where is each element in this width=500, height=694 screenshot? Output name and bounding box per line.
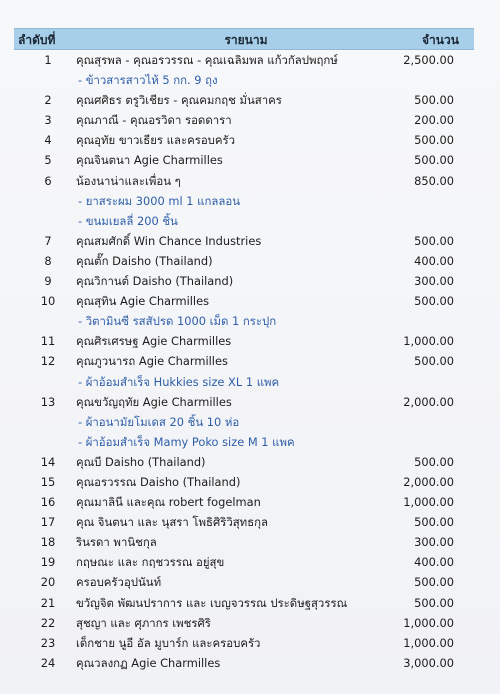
- donation-amount: 500.00: [414, 575, 454, 590]
- donor-name: คุณบี Daisho (Thailand): [76, 454, 206, 469]
- donor-name: คุณศิรเศรษฐ Agie Charmilles: [76, 334, 232, 349]
- row-number: 10: [40, 294, 56, 309]
- donation-item-row: [0, 211, 500, 231]
- table-row: [0, 231, 500, 251]
- row-number: 24: [40, 655, 56, 670]
- row-number: 7: [44, 233, 52, 248]
- donor-name: คุณสุรพล - คุณอรวรรณ - คุณเฉลิมพล แก้วกัลปพฤกษ์: [76, 53, 338, 67]
- donor-name: คุณวลงกฏ Agie Charmilles: [76, 655, 221, 670]
- row-number: 18: [40, 535, 56, 550]
- column-header-name: รายนาม: [224, 33, 268, 47]
- row-number: 19: [40, 555, 56, 570]
- table-row: [0, 150, 500, 170]
- donation-amount: 400.00: [414, 253, 454, 268]
- donation-amount: 400.00: [414, 555, 454, 570]
- table-row: [0, 593, 500, 613]
- table-header: [14, 28, 474, 50]
- donation-amount: 1,000.00: [403, 495, 454, 510]
- donor-name: คุณวิกานต์ Daisho (Thailand): [76, 274, 234, 289]
- table-row: [0, 613, 500, 633]
- donor-name: คุณอุทัย ขาวเธียร และครอบครัว: [76, 133, 236, 148]
- donation-amount: 2,000.00: [403, 474, 454, 489]
- donation-amount: 200.00: [414, 113, 454, 128]
- donor-name: คุณ จินตนา และ นุสรา โพธิศิริวิสุทธกุล: [76, 515, 269, 530]
- donation-amount: 500.00: [414, 595, 454, 610]
- donor-name: คุณสุทิน Agie Charmilles: [76, 294, 210, 309]
- donation-amount: 3,000.00: [403, 655, 454, 670]
- row-number: 5: [44, 153, 52, 168]
- table-row: [0, 251, 500, 271]
- table-row: [0, 50, 500, 70]
- donation-amount: 300.00: [414, 274, 454, 289]
- table-row: [0, 351, 500, 371]
- donor-name: คุณสมศักดิ์ Win Chance Industries: [76, 233, 262, 248]
- donor-name: รินรดา พานิชกุล: [76, 535, 157, 550]
- donation-amount: 500.00: [414, 354, 454, 369]
- donation-item-row: [0, 412, 500, 432]
- donation-amount: 850.00: [414, 173, 454, 188]
- table-row: [0, 532, 500, 552]
- donor-name: คุณอรวรรณ Daisho (Thailand): [76, 474, 241, 489]
- donor-name: คุณศศิธร ตรูวิเชียร - คุณคมกฤช มั่นสาคร: [76, 93, 282, 108]
- row-number: 12: [40, 354, 56, 369]
- donor-name: คุณตั๊ก Daisho (Thailand): [76, 253, 213, 268]
- donor-name: ขวัญจิต พัฒนปราการ และ เบญจวรรณ ประดิษฐสุวรรณ: [76, 595, 348, 610]
- row-number: 22: [40, 615, 56, 630]
- donated-item-text: - วิตามินซี รสสัปรด 1000 เม็ด 1 กระปุก: [78, 314, 277, 329]
- donor-name: คุณภาณี - คุณอรวิดา รอดดารา: [76, 113, 232, 128]
- donated-item-text: - ผ้าอนามัยโมเดส 20 ชิ้น 10 ห่อ: [78, 414, 240, 429]
- donor-table-body: [0, 50, 500, 673]
- row-number: 4: [44, 133, 52, 148]
- table-row: [0, 552, 500, 572]
- row-number: 16: [40, 495, 56, 510]
- donated-item-text: - ผ้าอ้อมสำเร็จ Hukkies size XL 1 แพค: [78, 374, 280, 389]
- column-header-number: ลำดับที่: [18, 33, 56, 47]
- row-number: 21: [40, 595, 56, 610]
- donated-item-text: - ยาสระผม 3000 ml 1 แกลลอน: [78, 193, 240, 208]
- row-number: 13: [40, 394, 56, 409]
- table-row: [0, 392, 500, 412]
- donor-name: คุณขวัญฤทัย Agie Charmilles: [76, 394, 232, 409]
- row-number: 1: [44, 53, 52, 67]
- row-number: 14: [40, 454, 56, 469]
- table-row: [0, 130, 500, 150]
- donation-item-row: [0, 311, 500, 331]
- row-number: 15: [40, 474, 56, 489]
- donated-item-text: - ผ้าอ้อมสำเร็จ Mamy Poko size M 1 แพค: [78, 434, 295, 449]
- row-number: 2: [44, 93, 52, 108]
- donation-amount: 500.00: [414, 93, 454, 108]
- donation-item-row: [0, 432, 500, 452]
- table-row: [0, 452, 500, 472]
- table-row: [0, 291, 500, 311]
- donor-name: น้องนาน่าและเพื่อน ๆ: [76, 173, 181, 188]
- table-row: [0, 90, 500, 110]
- table-row: [0, 572, 500, 592]
- table-row: [0, 633, 500, 653]
- row-number: 17: [40, 515, 56, 530]
- donation-amount: 1,000.00: [403, 615, 454, 630]
- donation-item-row: [0, 372, 500, 392]
- row-number: 9: [44, 274, 52, 289]
- row-number: 3: [44, 113, 52, 128]
- row-number: 11: [40, 334, 56, 349]
- donation-amount: 500.00: [414, 515, 454, 530]
- donation-amount: 500.00: [414, 454, 454, 469]
- row-number: 6: [44, 173, 52, 188]
- table-row: [0, 472, 500, 492]
- donation-amount: 500.00: [414, 133, 454, 148]
- donation-item-row: [0, 70, 500, 90]
- table-row: [0, 331, 500, 351]
- donated-item-text: - ขนมเยลลี่ 200 ชิ้น: [78, 213, 178, 228]
- row-number: 20: [40, 575, 56, 590]
- donor-name: เด็กชาย นูอี อัล มูบาร์ก และครอบครัว: [76, 635, 261, 650]
- table-row: [0, 110, 500, 130]
- column-header-amount: จำนวน: [422, 33, 459, 47]
- table-row: [0, 512, 500, 532]
- donor-name: คุณภูวนารถ Agie Charmilles: [76, 354, 228, 369]
- donated-item-text: - ข้าวสารสาวไห้ 5 กก. 9 ถุง: [78, 73, 218, 88]
- table-row: [0, 171, 500, 191]
- donor-name: คุณจินตนา Agie Charmilles: [76, 153, 223, 168]
- table-row: [0, 653, 500, 673]
- donation-amount: 300.00: [414, 535, 454, 550]
- donor-name: คุณมาลินี และคุณ robert fogelman: [76, 495, 261, 510]
- donor-name: กฤษณะ และ กฤชวรรณ อยู่สุข: [76, 555, 225, 570]
- donor-name: สุชญา และ ศุภากร เพชรศิริ: [76, 615, 211, 630]
- donation-amount: 500.00: [414, 294, 454, 309]
- donation-item-row: [0, 191, 500, 211]
- donation-amount: 1,000.00: [403, 635, 454, 650]
- donation-amount: 500.00: [414, 233, 454, 248]
- row-number: 23: [40, 635, 56, 650]
- row-number: 8: [44, 253, 52, 268]
- donation-amount: 1,000.00: [403, 334, 454, 349]
- donation-amount: 2,500.00: [403, 53, 454, 67]
- donation-amount: 500.00: [414, 153, 454, 168]
- table-row: [0, 271, 500, 291]
- donation-amount: 2,000.00: [403, 394, 454, 409]
- donor-name: ครอบครัวอุปนันท์: [76, 575, 162, 590]
- table-row: [0, 492, 500, 512]
